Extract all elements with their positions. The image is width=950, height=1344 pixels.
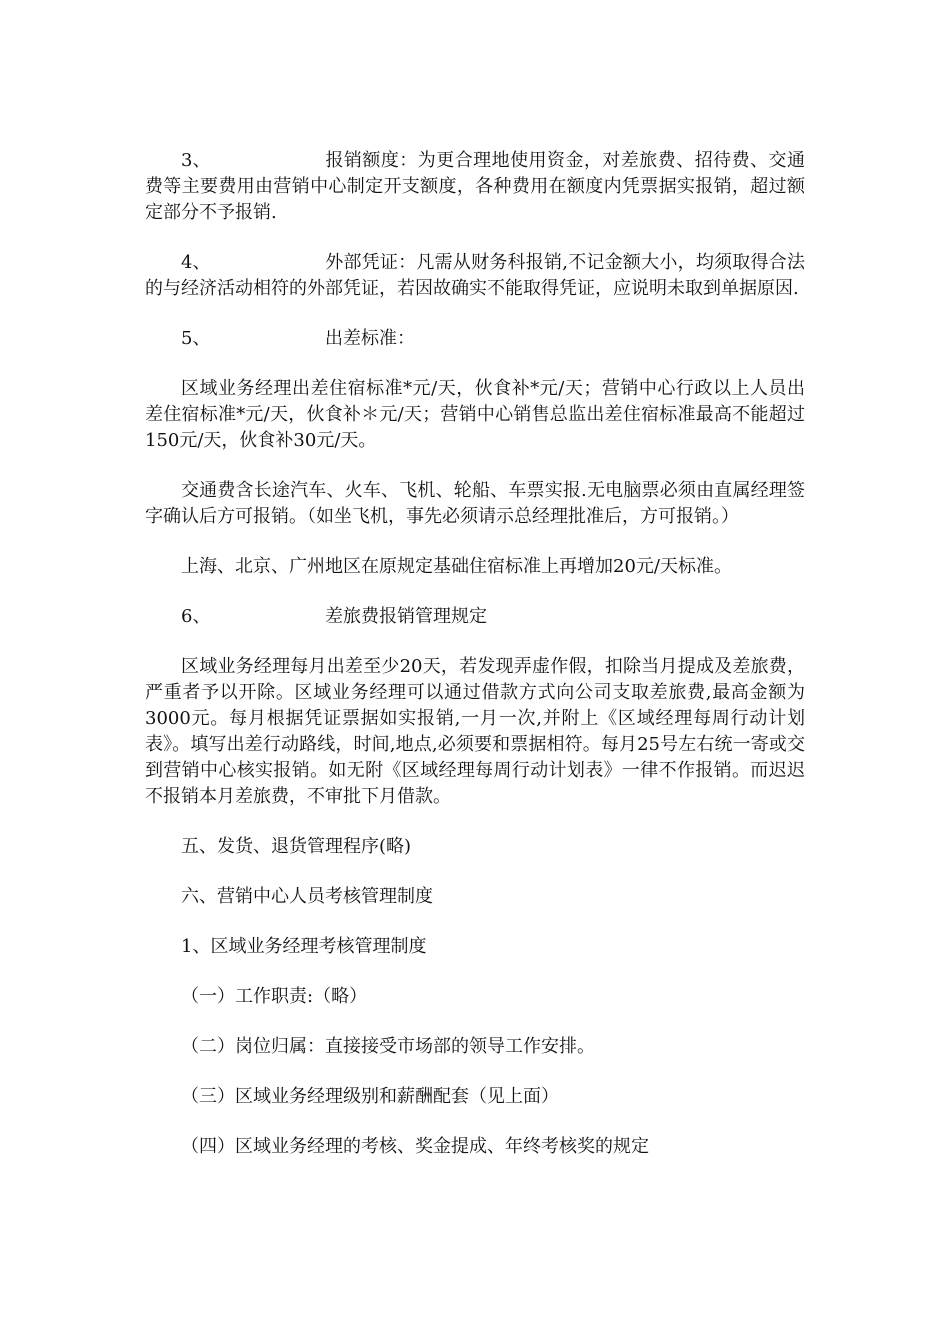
item-5 — [145, 326, 805, 352]
paragraph-transport: 交通费含长途汽车、火车、飞机、轮船、车票实报.无电脑票必须由直属经理签字确认后方可报销。（如坐飞机，事先必须请示总经理批准后，方可报销。） — [145, 480, 805, 527]
item-text: 出差标准： — [325, 328, 415, 349]
item-6 — [145, 604, 805, 630]
subsection-1: （一）工作职责:（略） — [181, 986, 368, 1007]
item-number: 6、 — [181, 606, 211, 627]
item-text: 差旅费报销管理规定 — [325, 606, 487, 627]
paragraph-travel-standard: 区域业务经理出差住宿标准*元/天，伙食补*元/天；营销中心行政以上人员出差住宿标准*元/天，伙食补＊元/天；营销中心销售总监出差住宿标准最高不能超过150元/天，伙食补30元/天。 — [145, 378, 805, 451]
subsection-3: （三）区域业务经理级别和薪酬配套（见上面） — [181, 1086, 559, 1107]
item-4 — [145, 250, 805, 302]
section-6-1-heading: 1、区域业务经理考核管理制度 — [181, 936, 427, 957]
paragraph-reimbursement-rules: 区域业务经理每月出差至少20天，若发现弄虚作假，扣除当月提成及差旅费，严重者予以开除。区域业务经理可以通过借款方式向公司支取差旅费,最高金额为3000元。每月根据凭证票据如实报销,一月一次,并附上《区域经理每周行动计划表》。填写出差行动路线，时间,地点,必须要和票据相符。每月25号左右统一寄或交到营销中心核实报销。如无附《区域经理每周行动计划表》一律不作报销。而迟迟不报销本月差旅费，不审批下月借款。 — [145, 656, 805, 807]
item-number: 3、 — [181, 150, 211, 171]
paragraph-cities: 上海、北京、广州地区在原规定基础住宿标准上再增加20元/天标准。 — [181, 556, 732, 577]
subsection-2: （二）岗位归属：直接接受市场部的领导工作安排。 — [181, 1036, 595, 1057]
item-3 — [145, 148, 805, 226]
item-text: 外部凭证：凡需从财务科报销,不记金额大小，均须取得合法的与经济活动相符的外部凭证，若因故确实不能取得凭证，应说明未取到单据原因. — [145, 252, 805, 299]
item-number: 4、 — [181, 252, 211, 273]
section-5-heading: 五、发货、退货管理程序(略) — [181, 836, 412, 857]
subsection-4: （四）区域业务经理的考核、奖金提成、年终考核奖的规定 — [181, 1136, 649, 1157]
item-text: 报销额度：为更合理地使用资金，对差旅费、招待费、交通费等主要费用由营销中心制定开支额度，各种费用在额度内凭票据实报销，超过额定部分不予报销. — [145, 150, 805, 223]
section-6-heading: 六、营销中心人员考核管理制度 — [181, 886, 433, 907]
item-number: 5、 — [181, 328, 211, 349]
